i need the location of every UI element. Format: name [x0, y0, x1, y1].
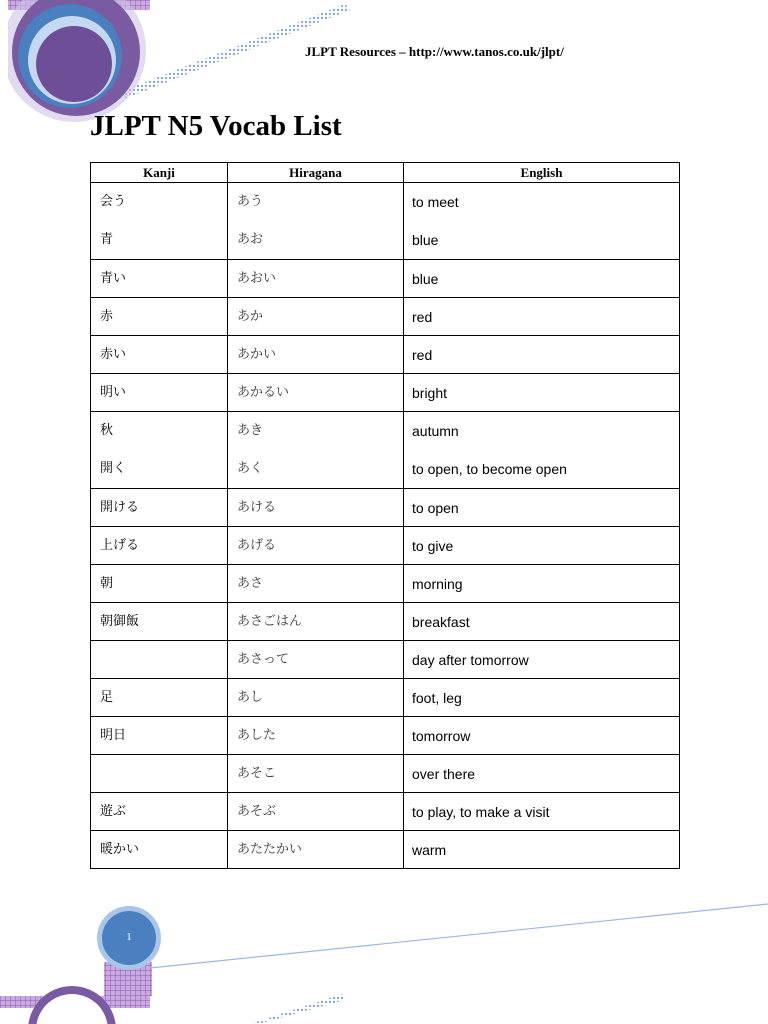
english-cell — [404, 374, 680, 412]
table-row — [91, 831, 680, 869]
hiragana-cell-text: あさ — [237, 575, 264, 591]
hiragana-cell — [228, 831, 404, 869]
english-cell-text: bright — [412, 384, 448, 401]
hiragana-cell-text: あさって — [237, 651, 290, 667]
table-row — [91, 336, 680, 374]
kanji-cell — [91, 755, 228, 793]
hiragana-cell-text: あう — [237, 194, 264, 209]
english-cell-text: breakfast — [412, 613, 470, 630]
english-cell — [404, 831, 680, 869]
kanji-cell — [91, 412, 228, 489]
english-cell — [404, 412, 680, 489]
english-cell — [404, 793, 680, 831]
kanji-cell — [91, 831, 228, 869]
hiragana-cell-text: あお — [237, 232, 264, 247]
hiragana-cell-text: あさごはん — [237, 613, 303, 629]
hiragana-cell-text: あか — [237, 308, 264, 324]
hiragana-cell — [228, 641, 404, 679]
english-cell — [404, 527, 680, 565]
table-row — [91, 679, 680, 717]
english-cell — [404, 755, 680, 793]
page-number: 1 — [126, 931, 132, 943]
table-row — [91, 489, 680, 527]
kanji-cell-text: 赤い — [100, 346, 127, 362]
english-cell-text: autumn — [412, 423, 459, 439]
hiragana-cell — [228, 679, 404, 717]
kanji-cell — [91, 603, 228, 641]
table-row — [91, 603, 680, 641]
kanji-cell-text: 朝御飯 — [100, 613, 140, 629]
hiragana-cell — [228, 412, 404, 489]
english-cell-text: to give — [412, 537, 454, 554]
kanji-cell-text: 赤 — [100, 308, 114, 324]
kanji-cell-text: 明日 — [100, 727, 127, 743]
kanji-cell-text: 開く — [100, 461, 127, 476]
kanji-cell-text: 明い — [100, 384, 127, 400]
kanji-cell-text: 会う — [100, 194, 127, 209]
english-cell-text: to meet — [412, 194, 459, 210]
column-header-kanji: Kanji — [91, 163, 228, 183]
english-cell — [404, 260, 680, 298]
kanji-cell-text: 青 — [100, 232, 114, 247]
kanji-cell — [91, 298, 228, 336]
column-header-hiragana: Hiragana — [228, 163, 404, 183]
kanji-cell — [91, 641, 228, 679]
english-cell — [404, 603, 680, 641]
english-cell-text: blue — [412, 232, 439, 248]
english-cell-text: over there — [412, 765, 476, 782]
table-row — [91, 374, 680, 412]
table-row — [91, 717, 680, 755]
kanji-cell-text: 上げる — [100, 537, 140, 553]
english-cell — [404, 298, 680, 336]
table-row — [91, 565, 680, 603]
english-cell-text: blue — [412, 270, 439, 287]
hiragana-cell — [228, 793, 404, 831]
hiragana-cell — [228, 336, 404, 374]
english-cell-text: foot, leg — [412, 689, 462, 706]
table-row — [91, 793, 680, 831]
hiragana-cell — [228, 489, 404, 527]
english-cell-text: warm — [412, 841, 447, 858]
hiragana-cell-text: あける — [237, 499, 277, 515]
hiragana-cell-text: あかるい — [237, 384, 290, 400]
table-header-row — [91, 163, 680, 183]
hiragana-cell — [228, 755, 404, 793]
table-row — [91, 260, 680, 298]
hiragana-cell — [228, 183, 404, 260]
kanji-cell — [91, 717, 228, 755]
kanji-cell-text: 遊ぶ — [100, 803, 127, 819]
kanji-cell-text: 青い — [100, 270, 127, 286]
kanji-cell-text: 暖かい — [100, 841, 140, 857]
vocab-table — [90, 162, 680, 869]
header-resource-text: JLPT Resources – http://www.tanos.co.uk/jlpt/ — [305, 44, 564, 59]
hiragana-cell — [228, 527, 404, 565]
english-cell — [404, 336, 680, 374]
hiragana-cell-text: あげる — [237, 537, 277, 553]
table-row — [91, 183, 680, 260]
kanji-cell — [91, 527, 228, 565]
english-cell-text: to open — [412, 499, 459, 516]
kanji-cell-text: 足 — [100, 689, 114, 705]
english-cell — [404, 717, 680, 755]
hiragana-cell — [228, 717, 404, 755]
hiragana-cell-text: あそこ — [237, 765, 277, 781]
hiragana-cell-text: あし — [237, 689, 264, 705]
english-cell-text: morning — [412, 575, 463, 592]
hiragana-cell-text: あき — [237, 423, 264, 438]
english-cell — [404, 641, 680, 679]
english-cell-text: day after tomorrow — [412, 651, 529, 668]
english-cell-text: tomorrow — [412, 727, 471, 744]
table-row — [91, 641, 680, 679]
table-row — [91, 298, 680, 336]
hiragana-cell — [228, 298, 404, 336]
kanji-cell — [91, 260, 228, 298]
hiragana-cell-text: あした — [237, 727, 277, 743]
english-cell-text: to play, to make a visit — [412, 803, 550, 820]
table-row — [91, 755, 680, 793]
english-cell — [404, 679, 680, 717]
kanji-cell — [91, 679, 228, 717]
english-cell-text: to open, to become open — [412, 461, 567, 477]
table-row — [91, 412, 680, 489]
hiragana-cell — [228, 260, 404, 298]
kanji-cell — [91, 183, 228, 260]
hiragana-cell — [228, 565, 404, 603]
hiragana-cell — [228, 374, 404, 412]
hiragana-cell-text: あく — [237, 461, 264, 476]
english-cell — [404, 183, 680, 260]
english-cell — [404, 489, 680, 527]
kanji-cell — [91, 489, 228, 527]
column-header-english: English — [404, 163, 680, 183]
kanji-cell — [91, 793, 228, 831]
table-row — [91, 527, 680, 565]
english-cell — [404, 565, 680, 603]
english-cell-text: red — [412, 346, 433, 363]
hiragana-cell — [228, 603, 404, 641]
kanji-cell — [91, 565, 228, 603]
hiragana-cell-text: あかい — [237, 346, 277, 362]
english-cell-text: red — [412, 308, 433, 325]
kanji-cell-text: 朝 — [100, 575, 114, 591]
hiragana-cell-text: あおい — [237, 270, 277, 286]
kanji-cell-text: 開ける — [100, 499, 140, 515]
kanji-cell — [91, 336, 228, 374]
hiragana-cell-text: あそぶ — [237, 803, 277, 819]
page-title: JLPT N5 Vocab List — [90, 110, 342, 142]
kanji-cell-text: 秋 — [100, 423, 114, 438]
hiragana-cell-text: あたたかい — [237, 841, 303, 857]
kanji-cell — [91, 374, 228, 412]
